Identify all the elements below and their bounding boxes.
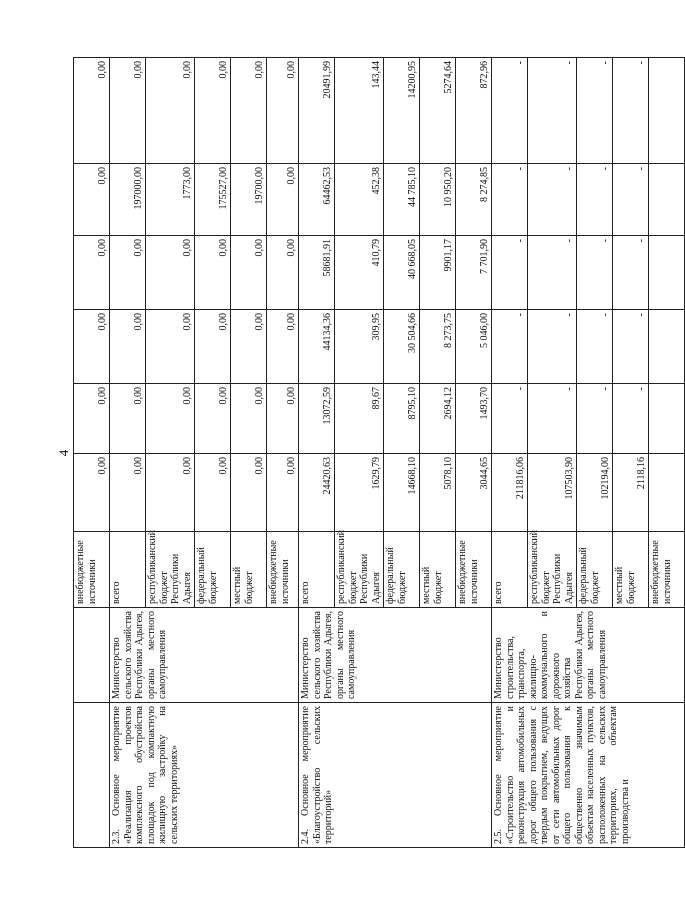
event-cell xyxy=(74,703,110,848)
amount-cell: 30 504,66 xyxy=(384,310,420,384)
amount-cell: 0,00 xyxy=(146,384,195,454)
amount-cell xyxy=(649,454,685,532)
amount-cell: 0,00 xyxy=(231,310,267,384)
amount-cell: 19700,00 xyxy=(231,164,267,236)
table-row xyxy=(74,58,110,848)
event-cell: 2.3. Основное мероприятие «Реализация проектов комплексного обустройства площадок под компактную жилищную застройку на сельских территориях» xyxy=(110,703,299,848)
amount-cell: 1773,00 xyxy=(146,164,195,236)
amount-cell: 0,00 xyxy=(267,164,299,236)
amount-cell: - xyxy=(577,384,613,454)
funding-source: всего xyxy=(110,532,146,608)
amount-cell: - xyxy=(528,58,577,164)
amount-cell: 10 950,20 xyxy=(420,164,456,236)
amount-cell: 102194,00 xyxy=(577,454,613,532)
amount-cell: 0,00 xyxy=(267,58,299,164)
amount-cell: 872,96 xyxy=(456,58,492,164)
amount-cell xyxy=(649,310,685,384)
amount-cell: 44 785,10 xyxy=(384,164,420,236)
amount-cell: 2118,16 xyxy=(613,454,649,532)
amount-cell: 0,00 xyxy=(231,384,267,454)
amount-cell: 64462,53 xyxy=(299,164,335,236)
amount-cell: 107503,90 xyxy=(528,454,577,532)
amount-cell: 452,38 xyxy=(335,164,384,236)
amount-cell: 0,00 xyxy=(195,236,231,310)
amount-cell: 0,00 xyxy=(146,310,195,384)
amount-cell: 2694,12 xyxy=(420,384,456,454)
amount-cell: 0,00 xyxy=(195,58,231,164)
amount-cell: 0,00 xyxy=(195,454,231,532)
funding-source: внебюджетные источники xyxy=(456,532,492,608)
amount-cell: 44134,36 xyxy=(299,310,335,384)
table-row xyxy=(492,58,528,848)
event-cell: 2.5. Основное мероприятие «Строительство и реконструкция автомобильных дорог общего пользования с твердым покрытием, ведущих от сети автомобильных дорог общего пользования к общественно значимым объектам населенных пунктов, расположенных на сельских территориях, объектам производства и xyxy=(492,703,685,848)
amount-cell: - xyxy=(528,164,577,236)
amount-cell: 0,00 xyxy=(74,164,110,236)
amount-cell xyxy=(649,236,685,310)
amount-cell: 175527,00 xyxy=(195,164,231,236)
amount-cell xyxy=(649,58,685,164)
amount-cell: 0,00 xyxy=(231,58,267,164)
executor-cell: Министерство сельского хозяйства Республики Адыгея, органы местного самоуправления xyxy=(110,608,299,703)
amount-cell: 8 274,85 xyxy=(456,164,492,236)
amount-cell: 14668,10 xyxy=(384,454,420,532)
amount-cell: 14200,95 xyxy=(384,58,420,164)
amount-cell: 0,00 xyxy=(74,310,110,384)
amount-cell: 58681,91 xyxy=(299,236,335,310)
amount-cell: - xyxy=(613,384,649,454)
amount-cell: 0,00 xyxy=(195,384,231,454)
amount-cell: 0,00 xyxy=(110,58,146,164)
amount-cell: 89,67 xyxy=(335,384,384,454)
amount-cell: 0,00 xyxy=(231,454,267,532)
funding-source: федеральный бюджет xyxy=(195,532,231,608)
funding-source: внебюджетные источники xyxy=(267,532,299,608)
amount-cell xyxy=(649,164,685,236)
table-row xyxy=(299,58,335,848)
amount-cell: 24420,63 xyxy=(299,454,335,532)
amount-cell: 143,44 xyxy=(335,58,384,164)
amount-cell: 0,00 xyxy=(267,454,299,532)
amount-cell: - xyxy=(492,58,528,164)
funding-source: местный бюджет xyxy=(420,532,456,608)
funding-source: внебюджетные источники xyxy=(649,532,685,608)
amount-cell: - xyxy=(492,384,528,454)
amount-cell: 13072,59 xyxy=(299,384,335,454)
amount-cell: 5078,10 xyxy=(420,454,456,532)
amount-cell: - xyxy=(577,164,613,236)
funding-source: местный бюджет xyxy=(231,532,267,608)
funding-source: местный бюджет xyxy=(613,532,649,608)
amount-cell: 3044,65 xyxy=(456,454,492,532)
amount-cell: - xyxy=(613,236,649,310)
funding-source: республиканский бюджет Республики Адыгея xyxy=(146,532,195,608)
amount-cell: 5 046,00 xyxy=(456,310,492,384)
budget-table xyxy=(73,57,685,848)
amount-cell: 0,00 xyxy=(74,236,110,310)
funding-source: всего xyxy=(492,532,528,608)
table-row xyxy=(110,58,146,848)
funding-source: всего xyxy=(299,532,335,608)
amount-cell: - xyxy=(492,310,528,384)
executor-cell xyxy=(74,608,110,703)
amount-cell: - xyxy=(613,310,649,384)
amount-cell: 0,00 xyxy=(110,454,146,532)
rotated-page xyxy=(56,58,673,848)
amount-cell: 7 701,90 xyxy=(456,236,492,310)
amount-cell: 309,95 xyxy=(335,310,384,384)
amount-cell: 0,00 xyxy=(267,236,299,310)
amount-cell: 8 273,75 xyxy=(420,310,456,384)
amount-cell: 0,00 xyxy=(267,384,299,454)
amount-cell: 0,00 xyxy=(110,310,146,384)
amount-cell xyxy=(649,384,685,454)
amount-cell: - xyxy=(492,236,528,310)
amount-cell: 8795,10 xyxy=(384,384,420,454)
page-number: 4 xyxy=(56,449,71,457)
amount-cell: 0,00 xyxy=(74,384,110,454)
amount-cell: - xyxy=(577,310,613,384)
amount-cell: 9901,17 xyxy=(420,236,456,310)
amount-cell: 0,00 xyxy=(267,310,299,384)
amount-cell: - xyxy=(528,384,577,454)
amount-cell: 0,00 xyxy=(74,454,110,532)
amount-cell: 0,00 xyxy=(146,236,195,310)
amount-cell: - xyxy=(492,164,528,236)
amount-cell: 0,00 xyxy=(195,310,231,384)
amount-cell: 0,00 xyxy=(110,384,146,454)
amount-cell: 0,00 xyxy=(146,454,195,532)
amount-cell: 0,00 xyxy=(146,58,195,164)
funding-source: федеральный бюджет xyxy=(384,532,420,608)
amount-cell: 40 668,05 xyxy=(384,236,420,310)
amount-cell: 1629,79 xyxy=(335,454,384,532)
amount-cell: 5274,64 xyxy=(420,58,456,164)
amount-cell: 211816,06 xyxy=(492,454,528,532)
amount-cell: 410,79 xyxy=(335,236,384,310)
amount-cell: 0,00 xyxy=(74,58,110,164)
amount-cell: 1493,70 xyxy=(456,384,492,454)
amount-cell: 197000,00 xyxy=(110,164,146,236)
event-cell: 2.4. Основное мероприятие «Благоустройство сельских территорий» xyxy=(299,703,492,848)
funding-source: республиканский бюджет Республики Адыгея xyxy=(335,532,384,608)
amount-cell: - xyxy=(577,58,613,164)
amount-cell: - xyxy=(613,58,649,164)
funding-source: федеральный бюджет xyxy=(577,532,613,608)
funding-source: внебюджетные источники xyxy=(74,532,110,608)
amount-cell: - xyxy=(528,310,577,384)
executor-cell: Министерство строительства, транспорта, жилищно-коммунального и дорожного хозяйства Республики Адыгея, органы местного самоуправления xyxy=(492,608,685,703)
amount-cell: - xyxy=(577,236,613,310)
amount-cell: 0,00 xyxy=(110,236,146,310)
amount-cell: - xyxy=(528,236,577,310)
amount-cell: - xyxy=(613,164,649,236)
amount-cell: 20491,99 xyxy=(299,58,335,164)
amount-cell: 0,00 xyxy=(231,236,267,310)
funding-source: республиканский бюджет Республики Адыгея xyxy=(528,532,577,608)
executor-cell: Министерство сельского хозяйства Республики Адыгея, органы местного самоуправления xyxy=(299,608,492,703)
